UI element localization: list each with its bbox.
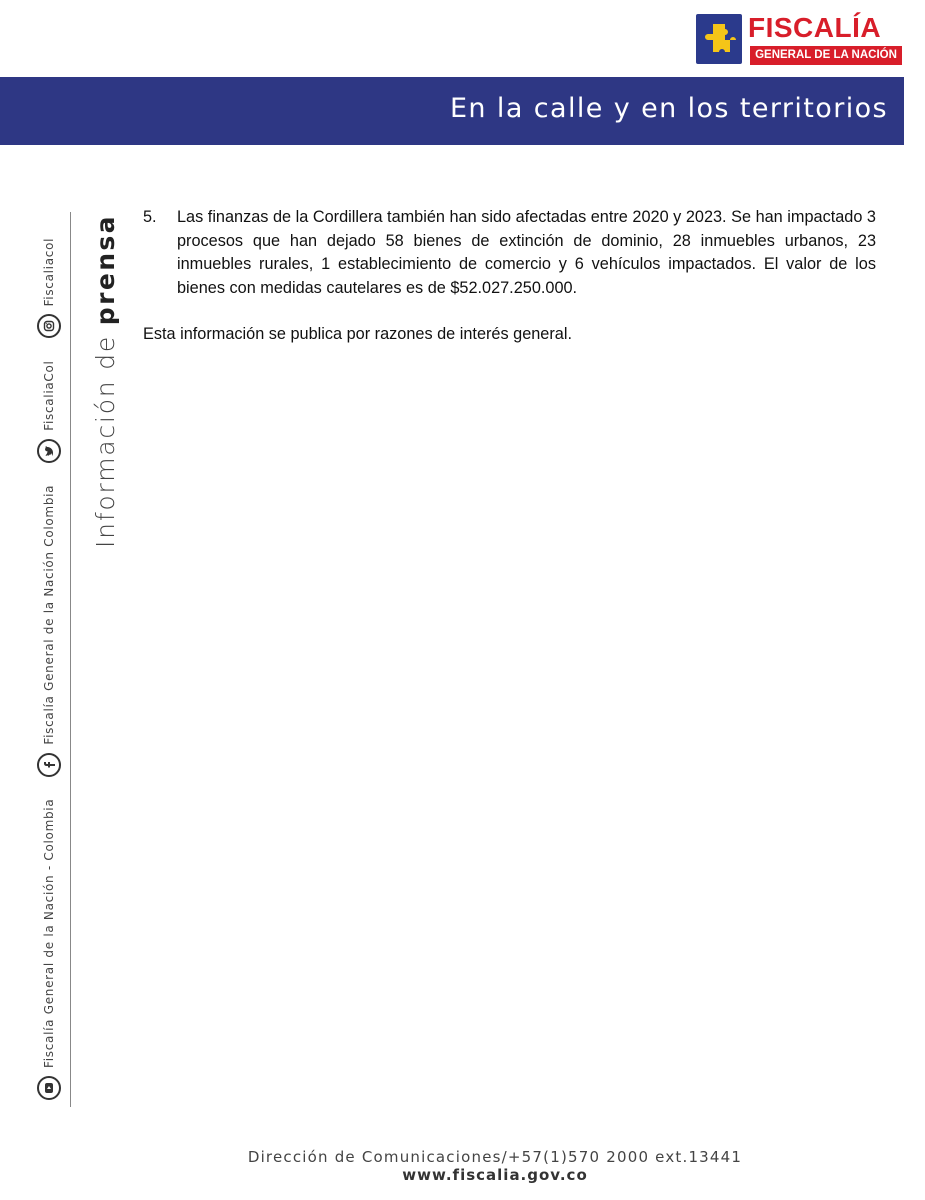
social-twitter-text: FiscaliaCol bbox=[42, 360, 56, 431]
list-item-text: Las finanzas de la Cordillera también han sido afectadas entre 2020 y 2023. Se han impactado 3 procesos que han dejado 58 bienes de extinción de dominio, 28 inmuebles urbanos, 23 inmuebles rurales, 1 establecimiento de comercio y 6 vehículos impactados. El valor de los bienes con medidas cautelares es de $52.027.250.000. bbox=[177, 208, 876, 297]
shield-emblem bbox=[696, 14, 742, 64]
facebook-icon bbox=[37, 753, 61, 777]
press-label-light: Información de bbox=[91, 334, 120, 548]
list-item bbox=[143, 206, 876, 300]
youtube-icon bbox=[37, 1076, 61, 1100]
instagram-icon bbox=[37, 314, 61, 338]
social-instagram-text: Fiscaliacol bbox=[42, 237, 56, 307]
social-facebook-text: Fiscalía General de la Nación Colombia bbox=[42, 484, 56, 745]
sidebar-divider bbox=[70, 212, 71, 1107]
logo-brand: FISCALÍA bbox=[748, 12, 882, 43]
social-instagram[interactable] bbox=[37, 230, 61, 339]
social-youtube-text: Fiscalía General de la Nación - Colombia bbox=[42, 798, 56, 1068]
banner-title: En la calle y en los territorios bbox=[449, 93, 888, 124]
press-label-bold: prensa bbox=[91, 214, 120, 326]
social-youtube[interactable] bbox=[37, 791, 61, 1100]
social-links bbox=[34, 210, 64, 1100]
closing-statement: Esta información se publica por razones de interés general. bbox=[143, 325, 572, 343]
press-info-label bbox=[91, 214, 120, 548]
twitter-icon bbox=[37, 439, 61, 463]
list-item-number: 5. bbox=[143, 208, 157, 226]
social-facebook[interactable] bbox=[37, 477, 61, 777]
logo-subtitle: GENERAL DE LA NACIÓN bbox=[750, 46, 902, 65]
footer-contact: Dirección de Comunicaciones/+57(1)570 2000 ext.13441 bbox=[247, 1148, 743, 1166]
header-banner bbox=[0, 77, 904, 145]
fiscalia-logo bbox=[696, 14, 906, 68]
main-content bbox=[143, 206, 876, 363]
social-twitter[interactable] bbox=[37, 352, 61, 462]
puzzle-icon bbox=[702, 20, 736, 58]
footer-website[interactable]: www.fiscalia.gov.co bbox=[402, 1166, 588, 1184]
